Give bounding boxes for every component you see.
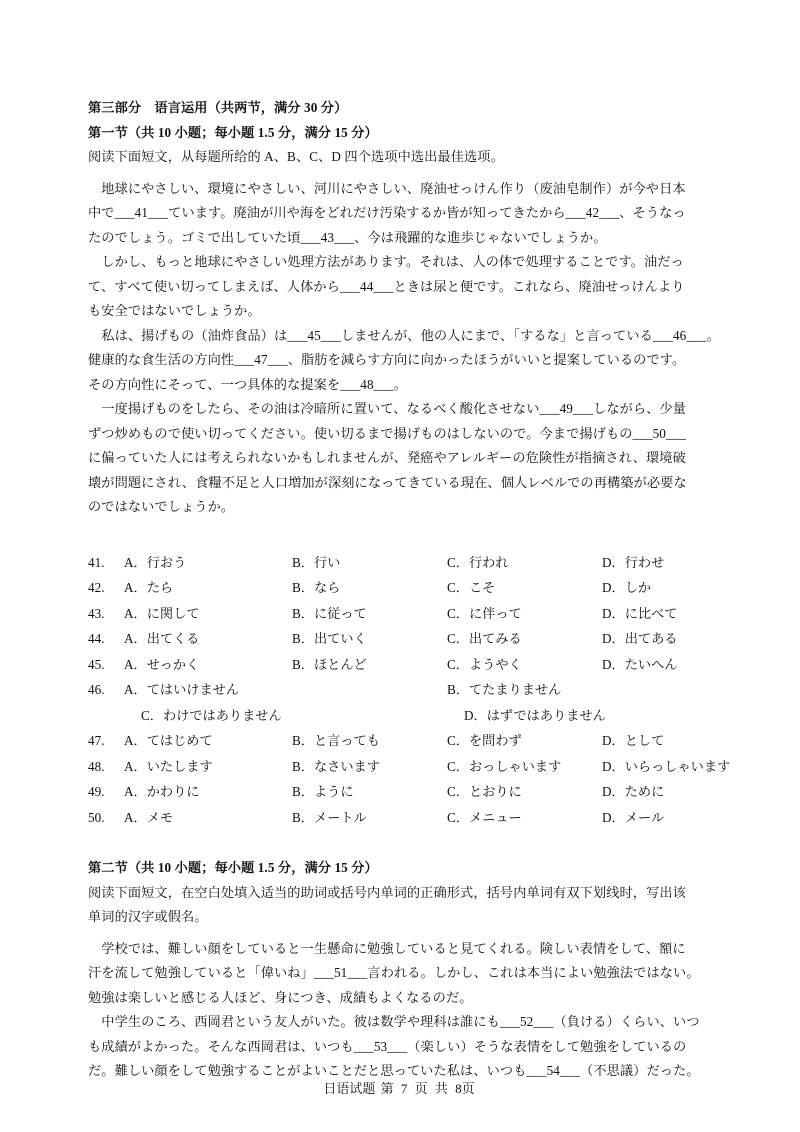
option-d[interactable]: D．出てある	[602, 631, 678, 646]
option-a[interactable]: A．メモ	[124, 809, 174, 825]
passage-line: に偏っていた人には考えられないかもしれませんが、発癌やアレルギーの危険性が指摘され、環境破	[88, 450, 686, 465]
footer-page-mid: 页	[414, 1081, 428, 1096]
footer-page-number: 7	[400, 1081, 408, 1096]
question-number: 45.	[88, 656, 105, 672]
question-number-blank	[88, 703, 124, 729]
footer-page-prefix: 第	[380, 1081, 394, 1096]
passage-line: て、すべて使い切ってしまえば、人体から___44___ときは尿と便です。これなら、廃油せっけんより	[88, 278, 685, 294]
footer-label: 日语试题	[323, 1081, 376, 1096]
option-d[interactable]: D．ために	[602, 784, 665, 799]
option-d[interactable]: D．はずではありません	[464, 707, 606, 723]
page-footer	[0, 1078, 800, 1097]
option-d[interactable]: D．しか	[602, 580, 652, 595]
passage-line: たのでしょう。ゴミで出していた頃___43___、今は飛躍的な進歩じゃないでしょうか。	[88, 229, 607, 245]
section2-heading: 第二节（共 10 小题；每小题 1.5 分，满分 15 分）	[88, 860, 378, 875]
question-row-46	[88, 677, 718, 703]
passage-line: も成績がよかった。そんな西岡君は、いつも___53___（楽しい）そうな表情をして勉強をしているの	[88, 1038, 687, 1054]
option-b[interactable]: B．出ていく	[292, 631, 367, 646]
passage-line: 地球にやさしい、環境にやさしい、河川にやさしい、廃油せっけん作り（废油皂制作）が今や日本	[88, 180, 686, 196]
passage-line: 中で___41___ています。廃油が川や海をどれだけ汚染するか皆が知ってきたから___42___、そうなっ	[88, 205, 686, 220]
question-row-43	[88, 601, 718, 627]
passage-line: のではないでしょうか。	[88, 499, 235, 514]
question-row-45	[88, 652, 718, 678]
question-row-42	[88, 575, 718, 601]
option-b[interactable]: B．ほとんど	[292, 656, 367, 672]
option-a[interactable]: A．に関して	[124, 605, 200, 621]
option-a[interactable]: A．かわりに	[124, 784, 200, 799]
option-d[interactable]: D．いらっしゃいます	[602, 758, 731, 774]
passage2-paragraph-1	[88, 937, 718, 1011]
passage-line: だ。難しい顔をして勉強することがよいことだと思っていた私は、いつも___54___（不思議）だった。	[88, 1063, 700, 1078]
option-b[interactable]: B．と言っても	[292, 733, 380, 748]
option-c[interactable]: C．おっしゃいます	[447, 758, 562, 774]
option-a[interactable]: A．いたします	[124, 758, 213, 774]
passage-line: しかし、もっと地球にやさしい処理方法があります。それは、人の体で処理することです。油だっ	[88, 254, 684, 269]
option-a[interactable]: A．てはいけません	[124, 682, 240, 697]
question-number: 50.	[88, 809, 105, 825]
question-number: 46.	[88, 682, 105, 697]
option-b[interactable]: B．メートル	[292, 809, 367, 825]
question-number: 43.	[88, 605, 105, 621]
footer-total: 8页	[455, 1081, 475, 1096]
question-row-48	[88, 754, 731, 780]
page-content	[88, 96, 731, 1084]
option-c[interactable]: C．ようやく	[447, 656, 522, 672]
passage1-paragraph-2	[88, 250, 718, 324]
question-number: 48.	[88, 758, 105, 774]
option-b[interactable]: B．に従って	[292, 605, 367, 621]
option-a[interactable]: A．たら	[124, 580, 174, 595]
passage-line: 中学生のころ、西岡君という友人がいた。彼は数学や理科は誰にも___52___（負ける）くらい、いつ	[88, 1014, 700, 1029]
question-row-50	[88, 805, 718, 831]
passage1-paragraph-1	[88, 177, 718, 251]
option-a[interactable]: A．てはじめて	[124, 733, 213, 748]
option-a[interactable]: A．せっかく	[124, 656, 200, 672]
passage-line: 一度揚げものをしたら、その油は冷暗所に置いて、なるべく酸化させない___49___しながら、少量	[88, 401, 687, 416]
option-c[interactable]: C．出てみる	[447, 631, 522, 646]
question-row-44	[88, 626, 718, 652]
option-c[interactable]: C．こそ	[447, 580, 496, 595]
question-options-list	[88, 550, 731, 831]
passage-line: 学校では、難しい顔をしていると一生懸命に勉強していると見てくれる。険しい表情をして、額に	[88, 940, 686, 956]
passage2-paragraph-2	[88, 1010, 718, 1084]
option-c[interactable]: C．とおりに	[447, 784, 522, 799]
section2-instruction-line-2: 单词的汉字或假名。	[88, 909, 208, 924]
option-d[interactable]: D．として	[602, 733, 665, 748]
question-row-41	[88, 550, 718, 576]
option-b[interactable]: B．てたまりません	[447, 682, 562, 697]
option-d[interactable]: D．行わせ	[602, 554, 665, 570]
passage-line: その方向性にそって、一つ具体的な提案を___48___。	[88, 376, 408, 392]
question-number: 49.	[88, 784, 105, 799]
question-row-49	[88, 779, 718, 805]
option-c[interactable]: C．行われ	[447, 554, 509, 570]
section2-instruction-line-1: 阅读下面短文，在空白处填入适当的助词或括号内单词的正确形式，括号内单词有双下划线时，写出该	[88, 884, 686, 900]
section1-heading: 第一节（共 10 小题；每小题 1.5 分，满分 15 分）	[88, 124, 378, 140]
option-a[interactable]: A．出てくる	[124, 631, 200, 646]
option-b[interactable]: B．なら	[292, 580, 341, 595]
passage1-paragraph-3	[88, 324, 718, 398]
question-number: 41.	[88, 554, 105, 570]
option-b[interactable]: B．なさいます	[292, 758, 380, 774]
option-a[interactable]: A．行おう	[124, 554, 187, 570]
question-number: 42.	[88, 580, 105, 595]
passage-line: ずつ炒めもので使い切ってください。使い切るまで揚げものはしないので。今まで揚げもの___50___	[88, 425, 687, 441]
question-row-46-continued	[88, 703, 718, 729]
option-c[interactable]: C．を問わず	[447, 733, 522, 748]
passage-line: 汗を流して勉強していると「偉いね」___51___言われる。しかし、これは本当によい勉強法ではない。	[88, 965, 700, 980]
section1-instruction: 阅读下面短文，从每题所给的 A、B、C、D 四个选项中选出最佳选项。	[88, 149, 504, 164]
passage-line: 壊が問題にされ、食糧不足と人口増加が深刻になってきている現在、個人レベルでの再構築が必要な	[88, 474, 687, 490]
question-number: 44.	[88, 631, 105, 646]
passage-line: 私は、揚げもの（油炸食品）は___45___しませんが、他の人にまで、「するな」と言っている___46___。	[88, 327, 720, 343]
question-row-47	[88, 728, 718, 754]
passage-line: も安全ではないでしょうか。	[88, 303, 261, 318]
option-d[interactable]: D．に比べて	[602, 605, 678, 621]
option-d[interactable]: D．たいへん	[602, 656, 678, 672]
passage1-paragraph-4	[88, 397, 718, 520]
question-number: 47.	[88, 733, 105, 748]
option-c[interactable]: C．メニュー	[447, 809, 522, 825]
passage-line: 勉強は楽しいと感じる人ほど、身につき、成績もよくなるのだ。	[88, 989, 473, 1005]
part-heading: 第三部分 语言运用（共两节，满分 30 分）	[88, 100, 348, 115]
option-c[interactable]: C．に伴って	[447, 605, 522, 621]
passage-line: 健康的な食生活の方向性___47___、脂肪を減らす方向に向かったほうがいいと提案しているのです。	[88, 352, 686, 367]
option-d[interactable]: D．メール	[602, 809, 665, 825]
option-b[interactable]: B．行い	[292, 554, 341, 570]
footer-total-prefix: 共	[434, 1081, 448, 1096]
option-c[interactable]: C．わけではありません	[141, 707, 282, 723]
option-b[interactable]: B．ように	[292, 784, 354, 799]
